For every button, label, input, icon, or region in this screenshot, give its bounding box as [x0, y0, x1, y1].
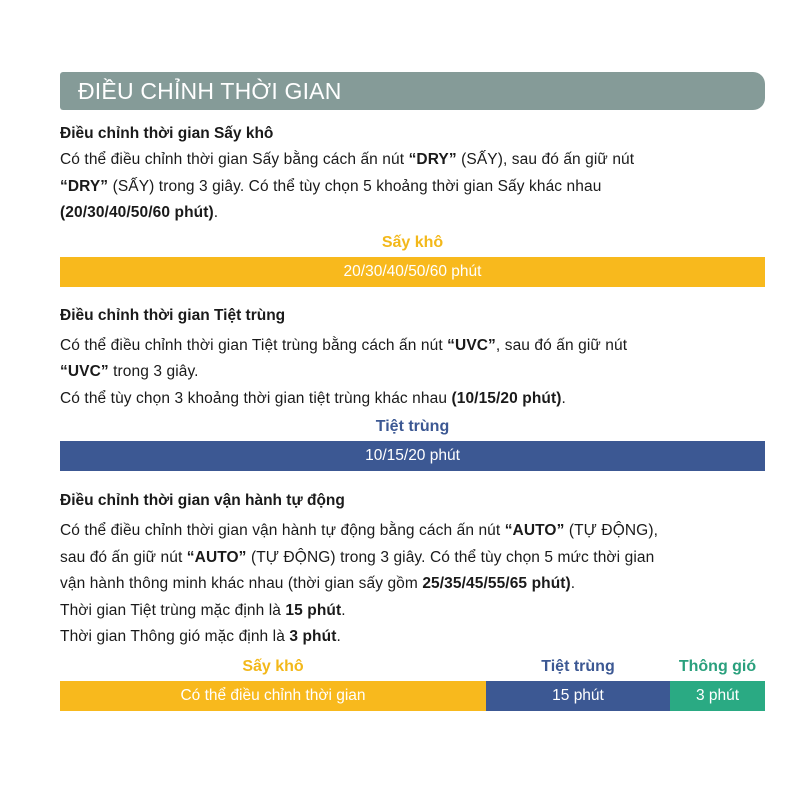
auto-col3-label: Thông gió: [678, 657, 757, 675]
auto-col3-value: 3 phút: [670, 681, 765, 711]
section-header: [60, 72, 765, 110]
dry-paragraph-line-2: “DRY” (SẤY) trong 3 giây. Có thể tùy chọn 5 khoảng thời gian Sấy khác nhau: [60, 177, 602, 195]
auto-section: [60, 488, 765, 711]
document-page: [60, 72, 765, 711]
auto-col1-value: Có thể điều chỉnh thời gian: [60, 681, 486, 711]
uvc-title: Điều chỉnh thời gian Tiệt trùng: [60, 306, 286, 324]
auto-paragraph-line-5: Thời gian Thông gió mặc định là 3 phút.: [60, 628, 341, 645]
uvc-paragraph-line-3: Có thể tùy chọn 3 khoảng thời gian tiệt trùng khác nhau (10/15/20 phút).: [60, 389, 566, 407]
auto-table-labels: [60, 656, 765, 678]
auto-col1-label: Sấy khô: [242, 657, 304, 675]
dry-section: [60, 121, 765, 287]
auto-col2-value: 15 phút: [486, 681, 670, 711]
uvc-paragraph-line-1: Có thể điều chỉnh thời gian Tiệt trùng bằng cách ấn nút “UVC”, sau đó ấn giữ nút: [60, 336, 628, 354]
uvc-bar: 10/15/20 phút: [60, 441, 765, 471]
auto-paragraph-line-4: Thời gian Tiệt trùng mặc định là 15 phút.: [60, 601, 346, 619]
dry-title: Điều chỉnh thời gian Sấy khô: [60, 125, 274, 142]
auto-paragraph-line-3: vận hành thông minh khác nhau (thời gian sấy gồm 25/35/45/55/65 phút).: [60, 575, 576, 592]
auto-table-values: [60, 681, 765, 711]
dry-paragraph-line-3: (20/30/40/50/60 phút).: [60, 204, 219, 221]
auto-col2-label: Tiệt trùng: [541, 657, 615, 675]
uvc-section: [60, 303, 765, 472]
auto-title: Điều chỉnh thời gian vận hành tự động: [60, 492, 345, 509]
auto-paragraph-line-1: Có thể điều chỉnh thời gian vận hành tự động bằng cách ấn nút “AUTO” (TỰ ĐỘNG),: [60, 522, 658, 539]
dry-bar: 20/30/40/50/60 phút: [60, 257, 765, 287]
uvc-paragraph-line-2: “UVC” trong 3 giây.: [60, 363, 199, 380]
auto-paragraph-line-2: sau đó ấn giữ nút “AUTO” (TỰ ĐỘNG) trong 3 giây. Có thể tùy chọn 5 mức thời gian: [60, 548, 655, 566]
uvc-bar-label: Tiệt trùng: [375, 418, 450, 435]
dry-bar-label: Sấy khô: [381, 233, 444, 251]
section-title: ĐIỀU CHỈNH THỜI GIAN: [78, 78, 342, 104]
dry-paragraph-line-1: Có thể điều chỉnh thời gian Sấy bằng cách ấn nút “DRY” (SẤY), sau đó ấn giữ nút: [60, 151, 635, 168]
